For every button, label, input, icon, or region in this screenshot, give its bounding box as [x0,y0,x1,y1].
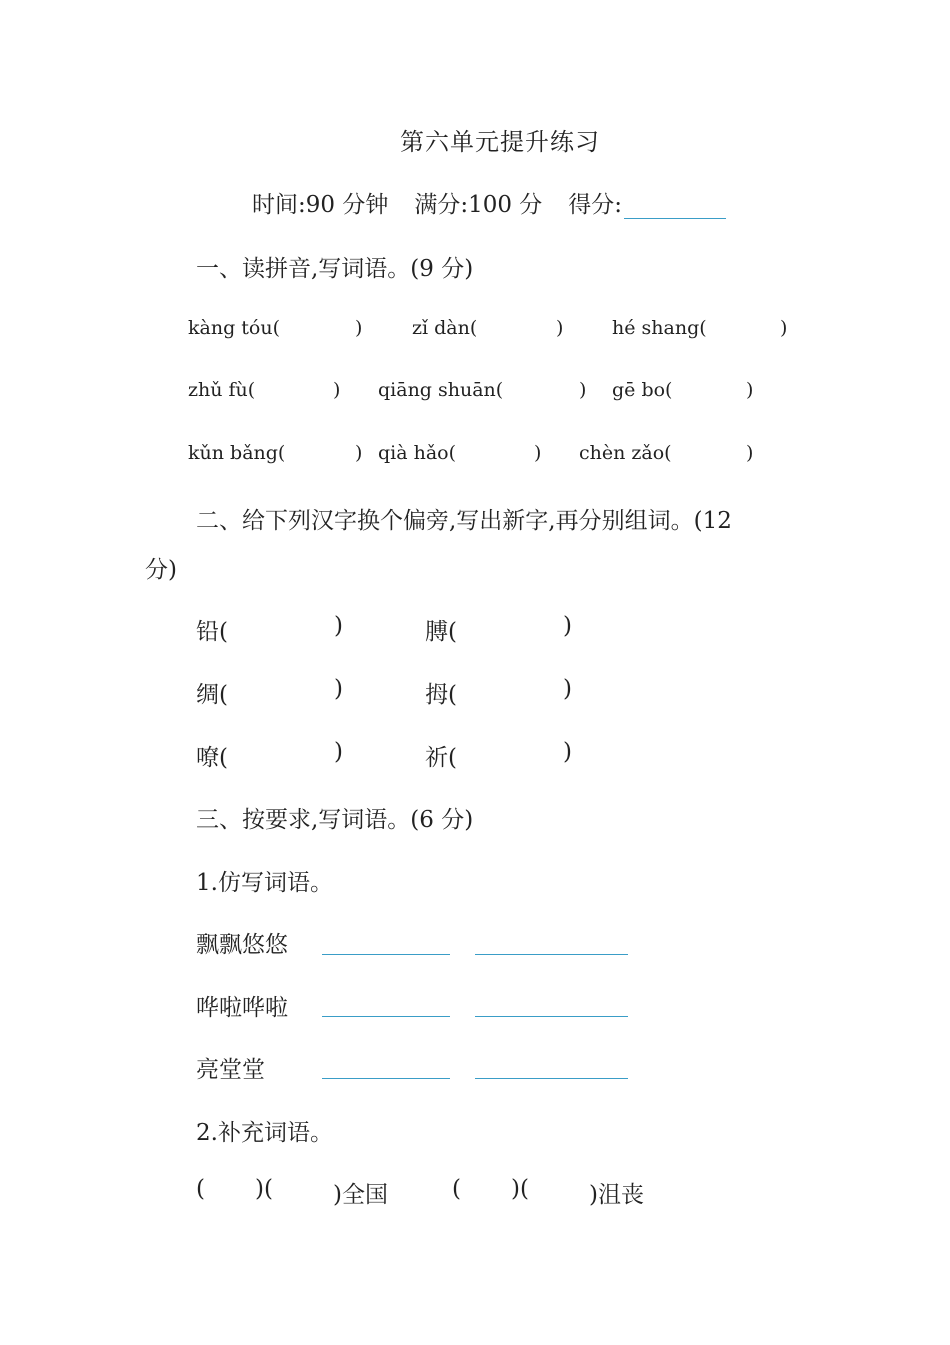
char-paren: ) [334,676,343,702]
answer-blank[interactable] [322,1016,450,1017]
char-paren: ) [563,613,572,639]
char-item: 嘹( [196,745,228,771]
time-label: 时间:90 分钟 [252,192,389,218]
page-title: 第六单元提升练习 [400,128,600,156]
pinyin-item: kǔn bǎng( [188,442,286,464]
pinyin-item: zǐ dàn( [412,317,478,339]
pinyin-item: qiāng shuān( [378,379,504,401]
score-blank[interactable] [624,194,726,219]
answer-blank[interactable] [322,1078,450,1079]
pinyin-item: chèn zǎo( [579,442,672,464]
score-label: 得分: [568,192,623,218]
pinyin-paren: ) [780,317,788,339]
answer-blank[interactable] [475,954,628,955]
idiom-fragment: )沮丧 [589,1182,644,1208]
exam-meta [252,186,726,219]
example-word: 飘飘悠悠 [196,932,288,958]
pinyin-item: kàng tóu( [188,317,281,339]
pinyin-paren: ) [355,442,363,464]
answer-blank[interactable] [475,1078,628,1079]
fill-paren: ( [452,1176,461,1202]
fill-paren: ( [196,1176,205,1202]
char-paren: ) [334,613,343,639]
pinyin-item: gē bo( [612,379,673,401]
section-2-heading: 二、给下列汉字换个偏旁,写出新字,再分别组词。(12 [196,508,732,534]
section-1-heading: 一、读拼音,写词语。(9 分) [196,256,474,282]
char-paren: ) [334,739,343,765]
fill-paren: )( [511,1176,529,1202]
section-2-heading-cont: 分) [145,557,177,583]
pinyin-paren: ) [355,317,363,339]
char-item: 拇( [425,682,457,708]
pinyin-item: hé shang( [612,317,707,339]
example-word: 亮堂堂 [196,1057,265,1083]
pinyin-paren: ) [579,379,587,401]
char-item: 祈( [425,745,457,771]
char-item: 绸( [196,682,228,708]
char-item: 铅( [196,619,228,645]
answer-blank[interactable] [322,954,450,955]
char-paren: ) [563,676,572,702]
answer-blank[interactable] [475,1016,628,1017]
pinyin-paren: ) [534,442,542,464]
pinyin-paren: ) [746,379,754,401]
idiom-fragment: )全国 [333,1182,388,1208]
full-score-label: 满分:100 分 [414,192,543,218]
section-3-heading: 三、按要求,写词语。(6 分) [196,807,474,833]
example-word: 哗啦哗啦 [196,995,288,1021]
fill-paren: )( [255,1176,273,1202]
pinyin-item: qià hǎo( [378,442,457,464]
char-paren: ) [563,739,572,765]
pinyin-paren: ) [746,442,754,464]
pinyin-paren: ) [556,317,564,339]
subquestion-2: 2.补充词语。 [196,1120,333,1146]
char-item: 膊( [425,619,457,645]
pinyin-paren: ) [333,379,341,401]
subquestion-1: 1.仿写词语。 [196,870,333,896]
pinyin-item: zhǔ fù( [188,379,256,401]
